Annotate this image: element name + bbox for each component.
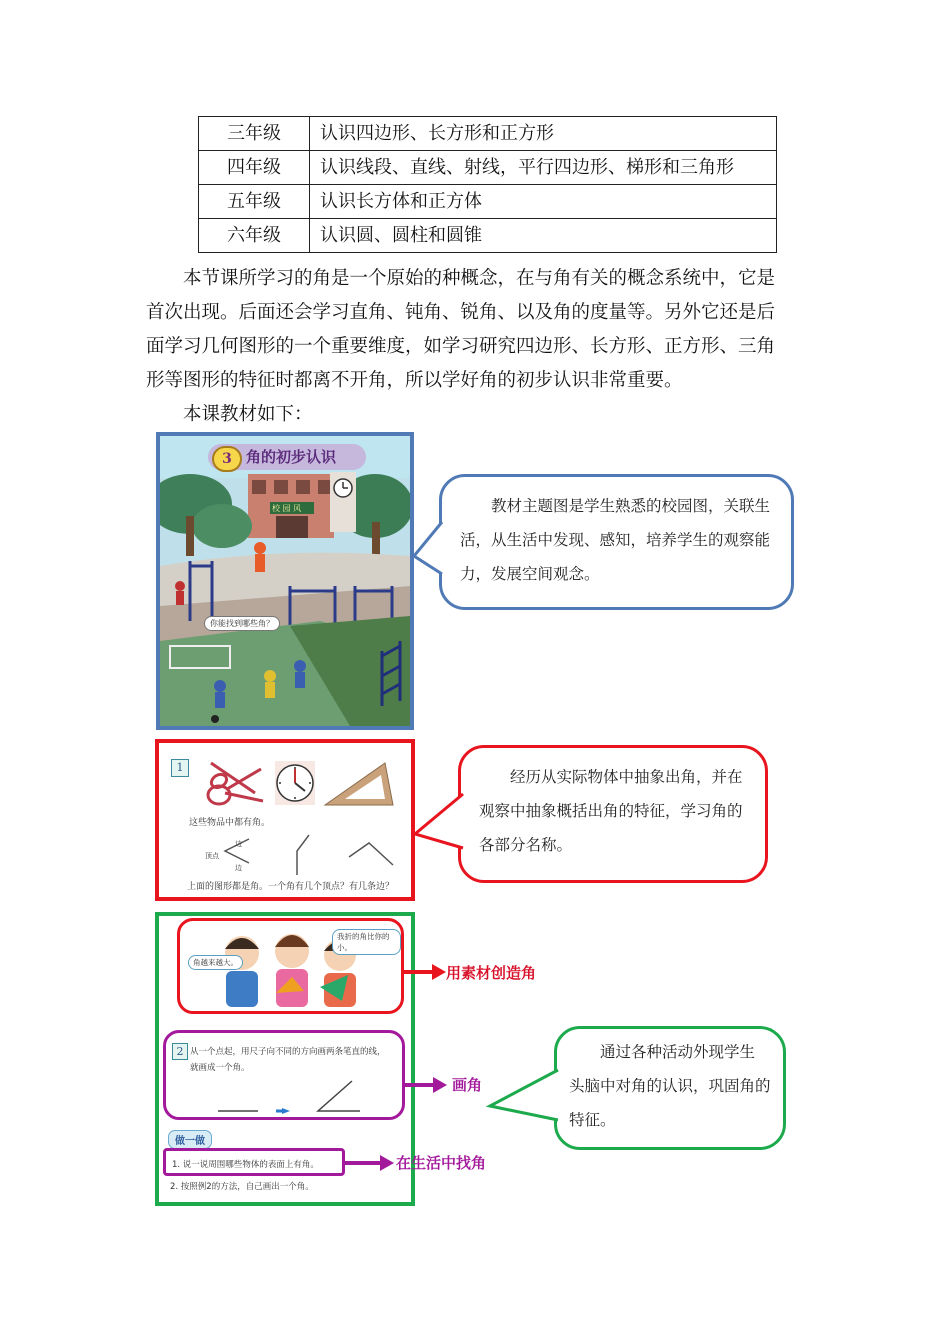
find-angle-box [163, 1148, 345, 1176]
chapter-title: 角的初步认识 [246, 448, 337, 466]
callout-line: 力，发展空间观念。 [460, 565, 600, 583]
practice-item-1: 1. 说一说周围哪些物体的表面上有角。 [172, 1160, 319, 1170]
paragraph-line: 本节课所学习的角是一个原始的种概念，在与角有关的概念系统中，它是 [146, 268, 776, 289]
label-create-angle: 用素材创造角 [446, 964, 537, 982]
schoolyard-illustration [160, 436, 410, 726]
chapter-number: 3 [222, 451, 232, 467]
callout-pointer [488, 1066, 560, 1126]
example-number: 1 [176, 761, 184, 774]
body-paragraph [146, 262, 806, 398]
callout-activities [554, 1026, 786, 1150]
grade-cell: 六年级 [199, 219, 310, 253]
content-cell: 认识四边形、长方形和正方形 [310, 117, 777, 151]
example-1-frame [155, 739, 415, 901]
paragraph-line: 面学习几何图形的一个重要维度，如学习研究四边形、长方形、正方形、三角 [146, 336, 776, 357]
school-sign: 校 园 风 [272, 504, 302, 513]
callout-line: 经历从实际物体中抽象出角，并在 [479, 768, 743, 786]
draw-instruction-1: 从一个点起，用尺子向不同的方向画两条笔直的线， [190, 1047, 386, 1057]
callout-line: 观察中抽象概括出角的特征，学习角的 [479, 802, 743, 820]
callout-line: 教材主题图是学生熟悉的校园图，关联生 [460, 497, 771, 515]
draw-instruction-2: 就画成一个角。 [190, 1063, 250, 1073]
draw-number: 2 [176, 1045, 184, 1058]
side-label-top: 边 [235, 840, 242, 848]
arrow-right-icon [404, 962, 446, 982]
label-draw-angle: 画角 [452, 1076, 483, 1094]
callout-line: 各部分名称。 [479, 836, 573, 854]
content-cell: 认识长方体和正方体 [310, 185, 777, 219]
arrow-right-icon [344, 1153, 394, 1173]
chapter-number-badge [212, 446, 242, 472]
vertex-label: 顶点 [205, 852, 219, 860]
paragraph-line: 形等图形的特征时都离不开角，所以学好角的初步认识非常重要。 [146, 370, 683, 391]
practice-item-2: 2. 按照例2的方法，自己画出一个角。 [170, 1182, 314, 1192]
content-cell: 认识圆、圆柱和圆锥 [310, 219, 777, 253]
textbook-intro: 本课教材如下： [146, 404, 313, 425]
speech-bubble-right: 我折的角比你的小。 [332, 929, 401, 955]
grade-cell: 四年级 [199, 151, 310, 185]
speech-bubble-left: 角越来越大。 [188, 955, 243, 970]
callout-abstraction [458, 745, 768, 883]
scissors-icon [208, 763, 263, 804]
table-row [199, 185, 777, 219]
question-bubble: 你能找到哪些角？ [204, 616, 280, 631]
table-row [199, 219, 777, 253]
callout-theme-picture [439, 474, 794, 610]
callout-line: 特征。 [569, 1111, 616, 1129]
callout-line: 头脑中对角的认识，巩固角的 [569, 1077, 771, 1095]
arrow-right-icon [405, 1075, 447, 1095]
create-angle-box [177, 918, 404, 1014]
textbook-cover-frame [156, 432, 414, 730]
content-cell: 认识线段、直线、射线，平行四边形、梯形和三角形 [310, 151, 777, 185]
callout-pointer [412, 520, 444, 580]
callout-line: 活，从生活中发现、感知，培养学生的观察能 [460, 531, 771, 549]
table-row [199, 151, 777, 185]
draw-angle-illustration [166, 1033, 402, 1117]
example-caption-2: 上面的图形都是角。一个角有几个顶点？有几条边？ [187, 882, 395, 892]
draw-angle-box [163, 1030, 405, 1120]
example-caption-1: 这些物品中都有角。 [189, 818, 271, 828]
practice-title: 做一做 [168, 1130, 212, 1149]
side-label-bottom: 边 [235, 864, 242, 872]
paragraph-line: 首次出现。后面还会学习直角、钝角、锐角、以及角的度量等。另外它还是后 [146, 302, 776, 323]
label-find-angle: 在生活中找角 [396, 1154, 487, 1172]
callout-line: 通过各种活动外现学生 [569, 1043, 756, 1061]
table-row [199, 117, 777, 151]
set-square-icon [325, 763, 393, 805]
callout-pointer [413, 790, 465, 854]
grade-cell: 三年级 [199, 117, 310, 151]
grade-cell: 五年级 [199, 185, 310, 219]
grade-table [198, 116, 777, 253]
